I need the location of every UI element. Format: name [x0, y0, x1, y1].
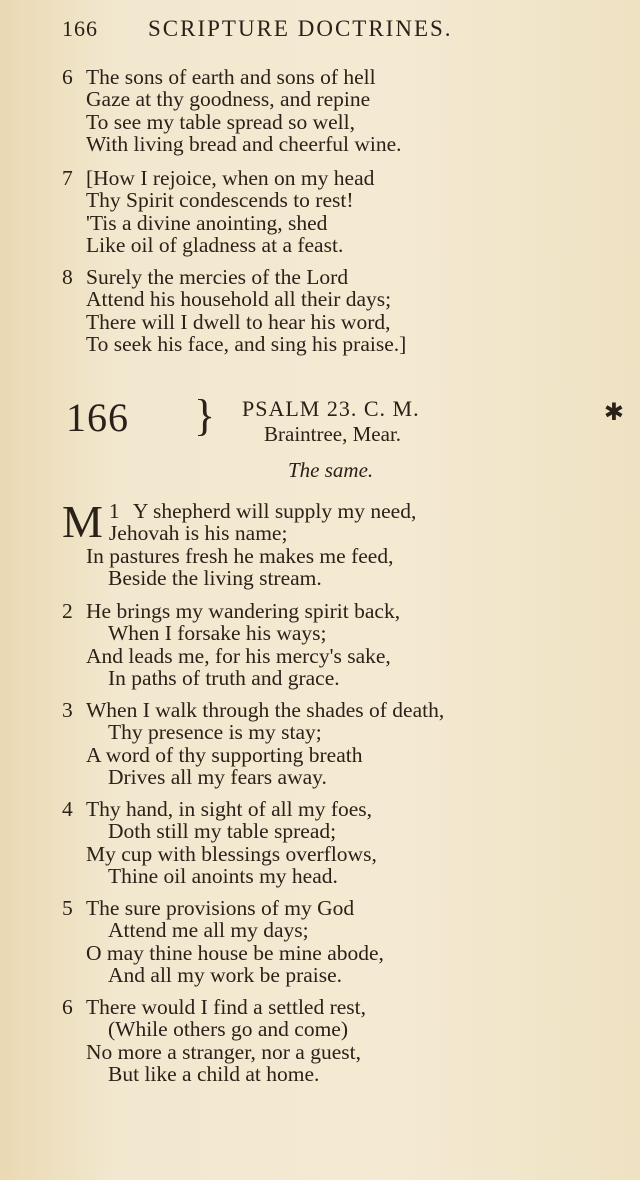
hymn-number: 166: [66, 395, 129, 440]
verse-line: When I walk through the shades of death,: [86, 698, 445, 722]
verse-line: Jehovah is his name;: [108, 521, 288, 546]
verse-line: Thy presence is my stay;: [108, 720, 322, 745]
verse-line: But like a child at home.: [108, 1062, 320, 1087]
stanza-number: 3: [62, 698, 73, 722]
verse-line: And leads me, for his mercy's sake,: [86, 643, 391, 668]
running-title: SCRIPTURE DOCTRINES.: [148, 16, 453, 41]
verse-line: Doth still my table spread;: [108, 819, 337, 844]
verse-line: No more a stranger, nor a guest,: [86, 1039, 361, 1064]
verse-line: Thy hand, in sight of all my foes,: [86, 797, 373, 821]
stanza-2: [62, 600, 400, 690]
stanza-3: [62, 699, 444, 789]
verse-line: [How I rejoice, when on my head: [86, 166, 375, 190]
stanza-prev-8: [62, 266, 406, 356]
verse-line: In pastures fresh he makes me feed,: [86, 543, 394, 568]
verse-line: With living bread and cheerful wine.: [86, 132, 402, 157]
verse-line: Attend his household all their days;: [86, 287, 392, 312]
verse-line: The sons of earth and sons of hell: [86, 65, 376, 89]
stanza-number: 7: [62, 166, 73, 190]
verse-line: When I forsake his ways;: [108, 621, 327, 646]
stanza-6: [62, 996, 366, 1086]
verse-line: Surely the mercies of the Lord: [86, 265, 349, 289]
stanza-prev-7: [62, 167, 374, 257]
verse-line: To seek his face, and sing his praise.]: [86, 332, 407, 357]
verse-line: He brings my wandering spirit back,: [86, 599, 401, 623]
verse-line: Beside the living stream.: [108, 566, 322, 591]
hymn-heading: [62, 392, 632, 452]
verse-line: Gaze at thy goodness, and repine: [86, 87, 371, 112]
verse-line: In paths of truth and grace.: [108, 666, 340, 691]
verse-line: The sure provisions of my God: [86, 896, 355, 920]
verse-line: Y shepherd will supply my need,: [132, 499, 417, 523]
verse-line: Thine oil anoints my head.: [108, 864, 338, 889]
stanza-number: 8: [62, 265, 73, 289]
page-number: 166: [62, 16, 98, 41]
stanza-number: 4: [62, 797, 73, 821]
page-header: [62, 16, 500, 46]
stanza-number: 6: [62, 995, 73, 1019]
stanza-number: 5: [62, 896, 73, 920]
drop-cap: M: [62, 496, 103, 547]
verse-line: Like oil of gladness at a feast.: [86, 233, 344, 258]
verse-line: My cup with blessings overflows,: [86, 841, 377, 866]
stanza-1: [62, 496, 622, 591]
tune-names: Braintree, Mear.: [264, 422, 402, 446]
brace: }: [194, 391, 216, 440]
verse-line: There will I dwell to hear his word,: [86, 309, 391, 334]
stanza-number: 2: [62, 599, 73, 623]
verse-line: (While others go and come): [108, 1017, 348, 1042]
psalm-title: PSALM 23. C. M.: [242, 396, 420, 421]
stanza-number: 6: [62, 65, 73, 89]
verse-line: A word of thy supporting breath: [86, 742, 363, 767]
verse-line: Drives all my fears away.: [108, 765, 327, 790]
stanza-prev-6: [62, 66, 402, 156]
verse-line: Thy Spirit condescends to rest!: [86, 188, 354, 213]
asterisk-mark: ✱: [603, 400, 624, 426]
verse-line: 'Tis a divine anointing, shed: [86, 210, 328, 235]
stanza-number: 1: [108, 499, 120, 523]
verse-line: To see my table spread so well,: [86, 109, 355, 134]
verse-line: And all my work be praise.: [108, 963, 343, 988]
verse-line: Attend me all my days;: [108, 918, 309, 943]
verse-line: There would I find a settled rest,: [86, 995, 367, 1019]
hymn-subtitle: The same.: [288, 458, 374, 482]
verse-line: O may thine house be mine abode,: [86, 940, 384, 965]
stanza-5: [62, 897, 384, 987]
stanza-4: [62, 798, 377, 888]
